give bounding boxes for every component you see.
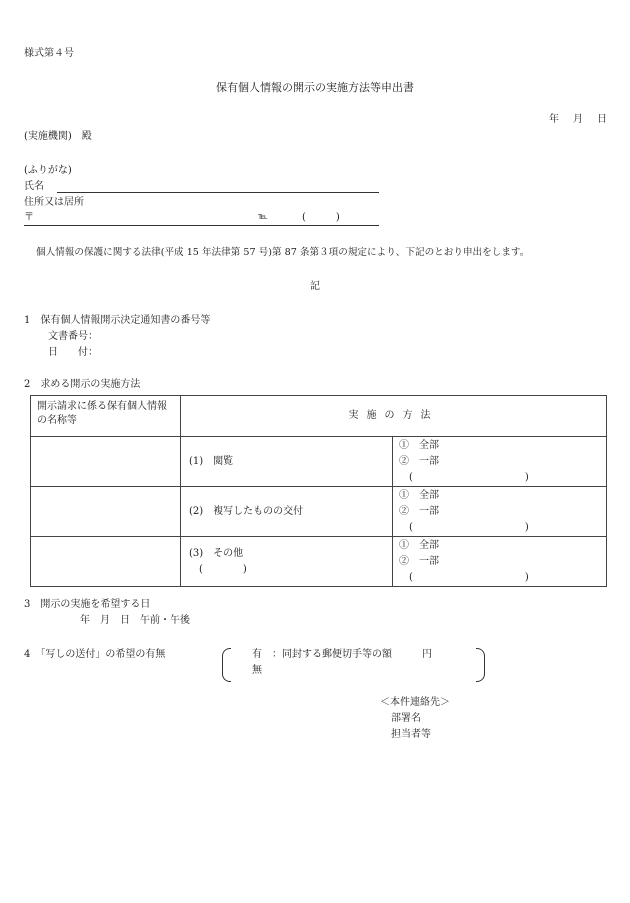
- send-copy-yes[interactable]: 有 ：同封する郵便切手等の額 円: [252, 649, 432, 660]
- table-header-row: [31, 396, 607, 437]
- info-name-cell[interactable]: [31, 487, 181, 537]
- name-label: 氏名: [24, 181, 44, 192]
- method-name: (2) 複写したものの交付: [181, 487, 393, 537]
- table-row: [31, 437, 607, 487]
- table-row: [31, 537, 607, 587]
- option-partial[interactable]: ② 一部: [399, 455, 439, 467]
- address-field[interactable]: [24, 225, 379, 226]
- header-method: 実施の方法: [181, 396, 607, 437]
- option-all[interactable]: ① 全部: [399, 539, 439, 551]
- option-cell[interactable]: [393, 437, 607, 487]
- section3-heading: 3 開示の実施を希望する日: [24, 599, 151, 610]
- desired-date-line[interactable]: 年 月 日 午前・午後: [80, 615, 190, 626]
- contact-dept: 部署名: [391, 713, 421, 724]
- option-partial[interactable]: ② 一部: [399, 505, 439, 517]
- right-brace: [476, 648, 485, 682]
- paren-open: (: [409, 521, 413, 533]
- send-copy-no[interactable]: 無: [252, 665, 262, 676]
- paren-close: ): [524, 521, 529, 533]
- furigana-label: (ふりがな): [24, 165, 72, 176]
- table-row: [31, 487, 607, 537]
- left-brace: [222, 648, 231, 682]
- section4-heading: 4 「写しの送付」の希望の有無: [24, 649, 166, 660]
- option-all[interactable]: ① 全部: [399, 439, 439, 451]
- method-name: (1) 閲覧: [181, 437, 393, 487]
- contact-heading: ＜本件連絡先＞: [380, 697, 450, 708]
- tel-paren: ( ): [302, 212, 340, 223]
- option-all[interactable]: ① 全部: [399, 489, 439, 501]
- contact-person: 担当者等: [391, 729, 431, 740]
- addressee: (実施機関) 殿: [24, 131, 92, 142]
- info-name-cell[interactable]: [31, 537, 181, 587]
- option-cell[interactable]: [393, 487, 607, 537]
- method-name: (3) その他: [189, 547, 244, 559]
- tel-label: ℡: [258, 212, 268, 222]
- disclosure-method-table: [30, 395, 607, 587]
- section1-heading: 1 保有個人情報開示決定通知書の番号等: [24, 315, 211, 326]
- option-partial[interactable]: ② 一部: [399, 555, 439, 567]
- paren-close: ): [524, 571, 529, 583]
- paren-close: ): [524, 471, 529, 483]
- method-other-paren[interactable]: ( ): [199, 563, 247, 575]
- legal-statement: 個人情報の保護に関する法律(平成 15 年法律第 57 号)第 87 条第３項の規定により、下記のとおり申出をします。: [36, 247, 530, 258]
- name-field[interactable]: [57, 192, 379, 193]
- paren-open: (: [409, 471, 413, 483]
- form-number: 様式第４号: [24, 48, 74, 59]
- page-title: 保有個人情報の開示の実施方法等申出書: [216, 81, 414, 94]
- option-cell[interactable]: [393, 537, 607, 587]
- ki-mark: 記: [310, 281, 320, 292]
- info-name-cell[interactable]: [31, 437, 181, 487]
- date-line: 年 月 日: [549, 114, 609, 125]
- notice-date-label: 日 付：: [48, 347, 98, 358]
- header-info-name: 開示請求に係る保有個人情報の名称等: [31, 396, 181, 437]
- paren-open: (: [409, 571, 413, 583]
- doc-number-label: 文書番号：: [48, 331, 98, 342]
- address-label: 住所又は居所: [24, 197, 84, 208]
- postal-mark: 〒: [24, 212, 34, 223]
- method-name-other: [181, 537, 393, 587]
- section2-heading: 2 求める開示の実施方法: [24, 379, 141, 390]
